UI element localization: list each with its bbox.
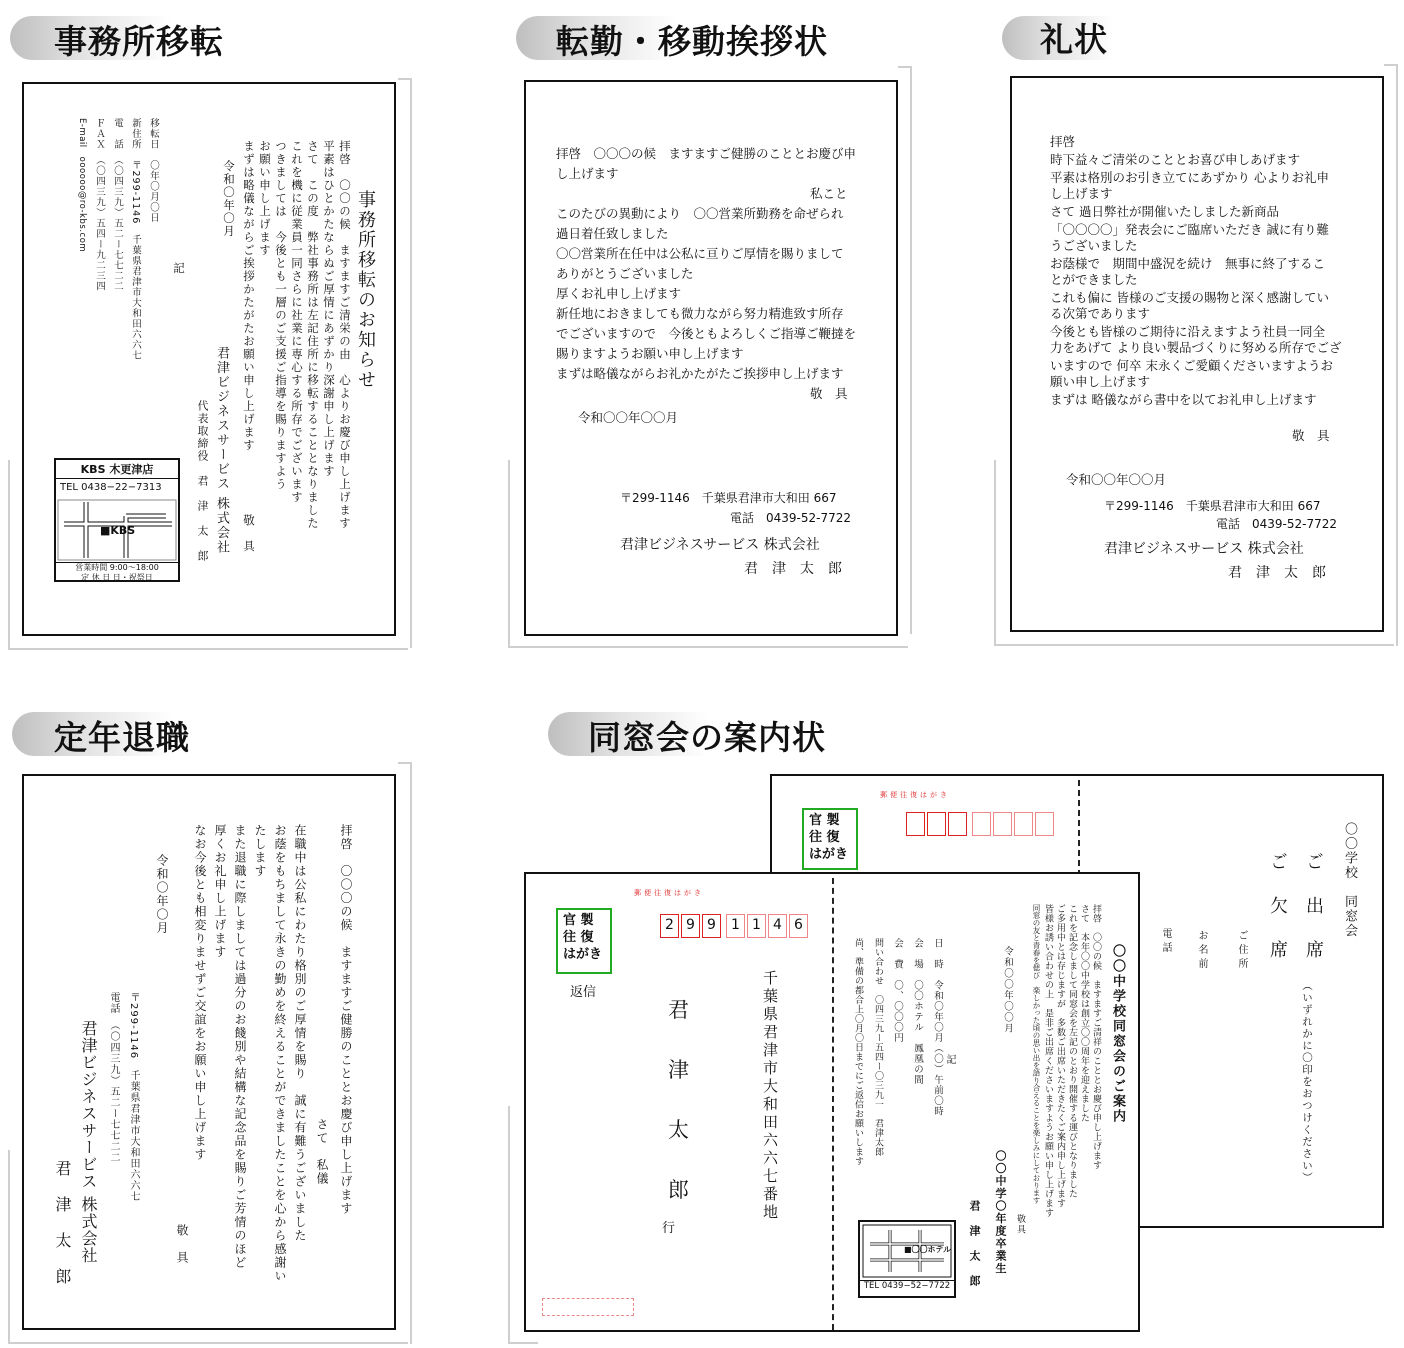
- zip-digit: 9: [681, 914, 700, 938]
- circle-note: （いずれかに〇印をおつけください）: [1301, 980, 1313, 1184]
- letter-line: さて 過日弊社が開催いたしました新商品: [1050, 204, 1279, 219]
- detail-line: E-mail oooooo@ro-kbs.com: [77, 118, 87, 253]
- invitation-title: 〇〇中学校同窓会のご案内: [1110, 944, 1125, 1124]
- letter-line: 願い申し上げます: [1050, 374, 1151, 389]
- letter-line: さて 私儀: [315, 1118, 329, 1186]
- letter-line: 拝啓: [1050, 134, 1076, 149]
- recipient-name-char: 津: [668, 1058, 689, 1082]
- letter-line: 拝啓 〇〇〇の候 ますますご健勝のこととお慶び申し上げます: [339, 824, 353, 1216]
- phone-field: 電話: [1160, 928, 1171, 956]
- person-name: 君 津 太 郎: [744, 561, 842, 577]
- letter-line: 在職中は公私にわたり格別のご厚情を賜り 誠に有難うございました: [293, 824, 307, 1243]
- hotel-map: [858, 1220, 956, 1298]
- person-name: 君 津 太 郎: [1228, 565, 1326, 581]
- letter-line: また退職に際しましては過分のお餞別や結構な記念品を賜りご芳情のほど: [233, 824, 247, 1270]
- postcard-label: 郵便往復はがき: [634, 889, 704, 897]
- recipient-suffix: 行: [662, 1221, 676, 1236]
- store-map: [54, 458, 180, 582]
- stamp-line: はがき: [809, 846, 849, 862]
- letter-line: これも偏に 皆様のご支援の賜物と深く感謝してい: [1050, 290, 1329, 305]
- company-name: 君津ビジネスサービス 株式会社: [620, 537, 820, 553]
- letter-line: まずは略儀ながらご挨拶かたがたお願い申し上げます: [242, 140, 256, 452]
- map-header: KBS 木更津店: [56, 460, 178, 479]
- letter-date: 令和〇年〇月: [155, 854, 169, 935]
- letter-line: 皆様お誘い合わせの上 是非ご出席くださいますようお願い申し上げます: [1043, 904, 1053, 1218]
- stamp-line: 官 製: [809, 813, 840, 828]
- sender-name: 君 津 太 郎: [968, 1200, 981, 1288]
- letter-line: いますので 何卒 末永くご愛顧くださいますようお: [1050, 358, 1333, 373]
- letter-line: これを記念しまして同窓会を左記のとおり開催する運びとなりました: [1067, 904, 1077, 1199]
- retire-letter-card: [22, 774, 396, 1330]
- official-postcard-stamp: [556, 908, 612, 974]
- letter-line: 厚くお礼申し上げます: [213, 824, 227, 959]
- sender-group: 〇〇中学〇年度卒業生: [994, 1150, 1007, 1275]
- map-tel: TEL 0438−22−7313: [60, 482, 162, 493]
- ki-label: 記: [172, 262, 186, 275]
- letter-line: このたびの異動により 〇〇営業所勤務を命ぜられ: [556, 206, 844, 221]
- closing: 敬 具: [242, 514, 256, 553]
- company-name: 君津ビジネスサービス 株式会社: [79, 1020, 98, 1265]
- section-title-office: 事務所移転: [54, 22, 224, 61]
- letter-date: 令和〇〇年〇〇月: [1002, 946, 1013, 1034]
- letter-line: さて 本年〇〇中学校は創立〇〇周年を迎えました: [1079, 904, 1089, 1123]
- letter-date: 令和〇〇年〇〇月: [578, 410, 679, 425]
- section-title-reunion: 同窓会の案内状: [588, 718, 826, 757]
- stamp-line: 往 復: [809, 829, 840, 845]
- letter-line: 拝啓 〇〇の候 ますますご清栄の由 心よりお慶び申し上げます: [338, 140, 352, 530]
- name-field: お名前: [1196, 930, 1207, 972]
- letter-line: つきましては 今後とも一層のご支援ご指導を賜りますよう: [274, 140, 288, 491]
- office-letter-card: [22, 82, 396, 636]
- zip-digit: 9: [702, 914, 721, 938]
- letter-line: うございました: [1050, 238, 1138, 253]
- zip-digit: 2: [660, 914, 679, 938]
- detail-line: 会 費 〇、〇〇〇円: [892, 938, 903, 1043]
- zip-address: 〒299-1146 千葉県君津市大和田六六七: [128, 992, 139, 1203]
- letter-line: 拝啓 〇〇の候 ますますご清祥のこととお慶び申し上げます: [1091, 904, 1101, 1170]
- section-title-transfer: 転勤・移動挨拶状: [556, 22, 828, 61]
- zip-digit: 1: [726, 914, 745, 938]
- section-title-retire: 定年退職: [54, 718, 190, 757]
- school-name: 〇〇学校 同窓会: [1342, 822, 1357, 938]
- reply-label: 返信: [570, 985, 597, 1000]
- letter-line: 過日着任致しました: [556, 226, 669, 241]
- letter-line: とができました: [1050, 272, 1138, 287]
- letter-line: し上げます: [1050, 186, 1113, 201]
- letter-line: これを機に従業員一同さらに社業に専心する所存でございます: [290, 140, 304, 504]
- letter-line: 〇〇営業所在任中は公私に亘りご厚情を賜りまして: [556, 246, 844, 261]
- letter-line: 「〇〇〇〇」発表会にご臨席いただき 誠に有り難: [1050, 222, 1329, 237]
- sender-zip-boxes: [542, 1298, 634, 1316]
- detail-line: 会 場 〇〇ホテル 鳳凰の間: [912, 938, 923, 1085]
- map-label: ■KBS: [100, 524, 136, 537]
- recipient-name-char: 君: [668, 998, 689, 1022]
- reunion-invitation-card: [524, 872, 1140, 1332]
- office-letter-title: 事務所移転のお知らせ: [355, 190, 376, 390]
- representative: 代表取締役 君 津 太 郎: [196, 400, 209, 563]
- detail-line: ＦＡＸ （〇四三九）五四ー九二三四: [94, 118, 105, 292]
- letter-line: さて この度 弊社事務所は左記住所に移転することとなりました: [306, 140, 320, 530]
- letter-line: 平素は格別のお引き立てにあずかり 心よりお礼申: [1050, 170, 1329, 185]
- zip-digit: 6: [789, 914, 808, 938]
- letter-line: でございますので 今後ともよろしくご指導ご鞭撻を: [556, 326, 857, 341]
- letter-line: 賜りますようお願い申し上げます: [556, 346, 744, 361]
- ki-label: 記: [944, 1054, 955, 1066]
- section-title-thanks: 礼状: [1040, 20, 1108, 59]
- detail-line: 移転日 〇年〇月〇日: [148, 118, 159, 223]
- address: 〒299-1146 千葉県君津市大和田 667: [620, 491, 837, 505]
- letter-line: 時下益々ご清栄のこととお喜び申しあげます: [1050, 152, 1301, 167]
- transfer-letter-card: [524, 80, 898, 636]
- letter-date: 令和〇〇年〇〇月: [1066, 472, 1167, 487]
- closing: 敬具: [1015, 1214, 1025, 1235]
- zip-digit: 1: [747, 914, 766, 938]
- letter-line: 今後とも皆様のご期待に沿えますよう社員一同全: [1050, 324, 1326, 339]
- letter-line: ご多用中とは存じますが 多数ご出席いただきたくご案内申し上げます: [1055, 904, 1065, 1208]
- phone: 電話 0439-52-7722: [730, 511, 852, 525]
- address-field: ご住所: [1236, 930, 1247, 972]
- company-name: 君津ビジネスサービス 株式会社: [1104, 541, 1304, 557]
- letter-line: たします: [253, 824, 267, 878]
- official-postcard-stamp-back: [802, 808, 858, 870]
- stamp-line: 往 復: [563, 929, 594, 945]
- letter-line: お願い申し上げます: [258, 140, 272, 257]
- letter-line: 平素はひとかたならぬご厚情にあずかり深謝申し上げます: [322, 140, 336, 478]
- address: 〒299-1146 千葉県君津市大和田 667: [1104, 499, 1321, 513]
- closing: 敬 具: [1292, 428, 1330, 443]
- detail-line: 尚、準備の都合上〇月〇日までにご返信お願いします: [853, 938, 863, 1166]
- letter-line: お蔭様で 期間中盛況を続け 無事に終了するこ: [1050, 256, 1326, 271]
- company-name: 君津ビジネスサービス 株式会社: [214, 346, 229, 555]
- closing: 敬 具: [175, 1224, 189, 1265]
- letter-line: 私こと: [810, 186, 848, 201]
- closing: 敬 具: [810, 386, 848, 401]
- letter-line: まずは略儀ながらお礼かたがたご挨拶申し上げます: [556, 366, 844, 381]
- phone: 電話 （〇四三九）五二ー七七二二: [108, 992, 119, 1163]
- letter-line: まずは 略儀ながら書中を以てお礼申し上げます: [1050, 392, 1317, 407]
- letter-line: 厚くお礼申し上げます: [556, 286, 682, 301]
- fold-line: [832, 878, 834, 1330]
- letter-line: ありがとうございました: [556, 266, 694, 281]
- map-holiday: 定 休 日 日・祝祭日: [81, 572, 153, 582]
- map-tel: TEL 0439−52−7722: [860, 1280, 954, 1291]
- letter-line: る次第であります: [1050, 306, 1151, 321]
- detail-line: 新住所 〒299-1146 千葉県君津市大和田六六七: [130, 118, 141, 361]
- recipient-name-char: 太: [668, 1118, 689, 1142]
- detail-line: 問い合わせ 〇四三九ー五四ー〇三九一 君津太郎: [873, 938, 883, 1157]
- postcard-label: 郵便往復はがき: [880, 791, 950, 799]
- letter-line: 拝啓 〇〇〇の候 ますますご健勝のこととお慶び申: [556, 146, 857, 161]
- letter-line: 同窓の友と青春を偲び 楽しかった頃の思い出を語り合えることを楽しみにしております: [1032, 904, 1041, 1204]
- letter-line: なお今後とも相変りませずご交誼をお願い申し上げます: [193, 824, 207, 1162]
- letter-line: 力をあげて より良い製品づくりに努める所存でござ: [1050, 340, 1342, 355]
- thanks-letter-card: [1010, 76, 1384, 632]
- detail-line: 電 話 （〇四三九）五二ー七七二二: [112, 118, 123, 292]
- letter-line: し上げます: [556, 166, 619, 181]
- attend-option: ご 出 席: [1303, 852, 1324, 962]
- absent-option: ご 欠 席: [1267, 852, 1288, 962]
- letter-date: 令和〇年〇月: [222, 160, 236, 238]
- stamp-line: 官 製: [563, 913, 594, 928]
- zip-digit: 4: [768, 914, 787, 938]
- stamp-line: はがき: [563, 946, 603, 962]
- phone: 電話 0439-52-7722: [1216, 517, 1338, 531]
- detail-line: 日 時 令和〇年〇月（〇）午前〇時: [932, 938, 943, 1117]
- letter-line: 新任地におきましても微力ながら努力精進致す所存: [556, 306, 844, 321]
- letter-line: お蔭をもちまして永きの勤めを終えることができましたことを心から感謝い: [273, 824, 287, 1283]
- person-name: 君 津 太 郎: [53, 1160, 72, 1286]
- recipient-address: 千葉県君津市大和田六六七番地: [761, 970, 779, 1222]
- map-label: ■〇〇ホテル: [904, 1245, 952, 1254]
- map-hours: 営業時間 9:00〜18:00: [56, 562, 178, 573]
- recipient-name-char: 郎: [668, 1178, 689, 1202]
